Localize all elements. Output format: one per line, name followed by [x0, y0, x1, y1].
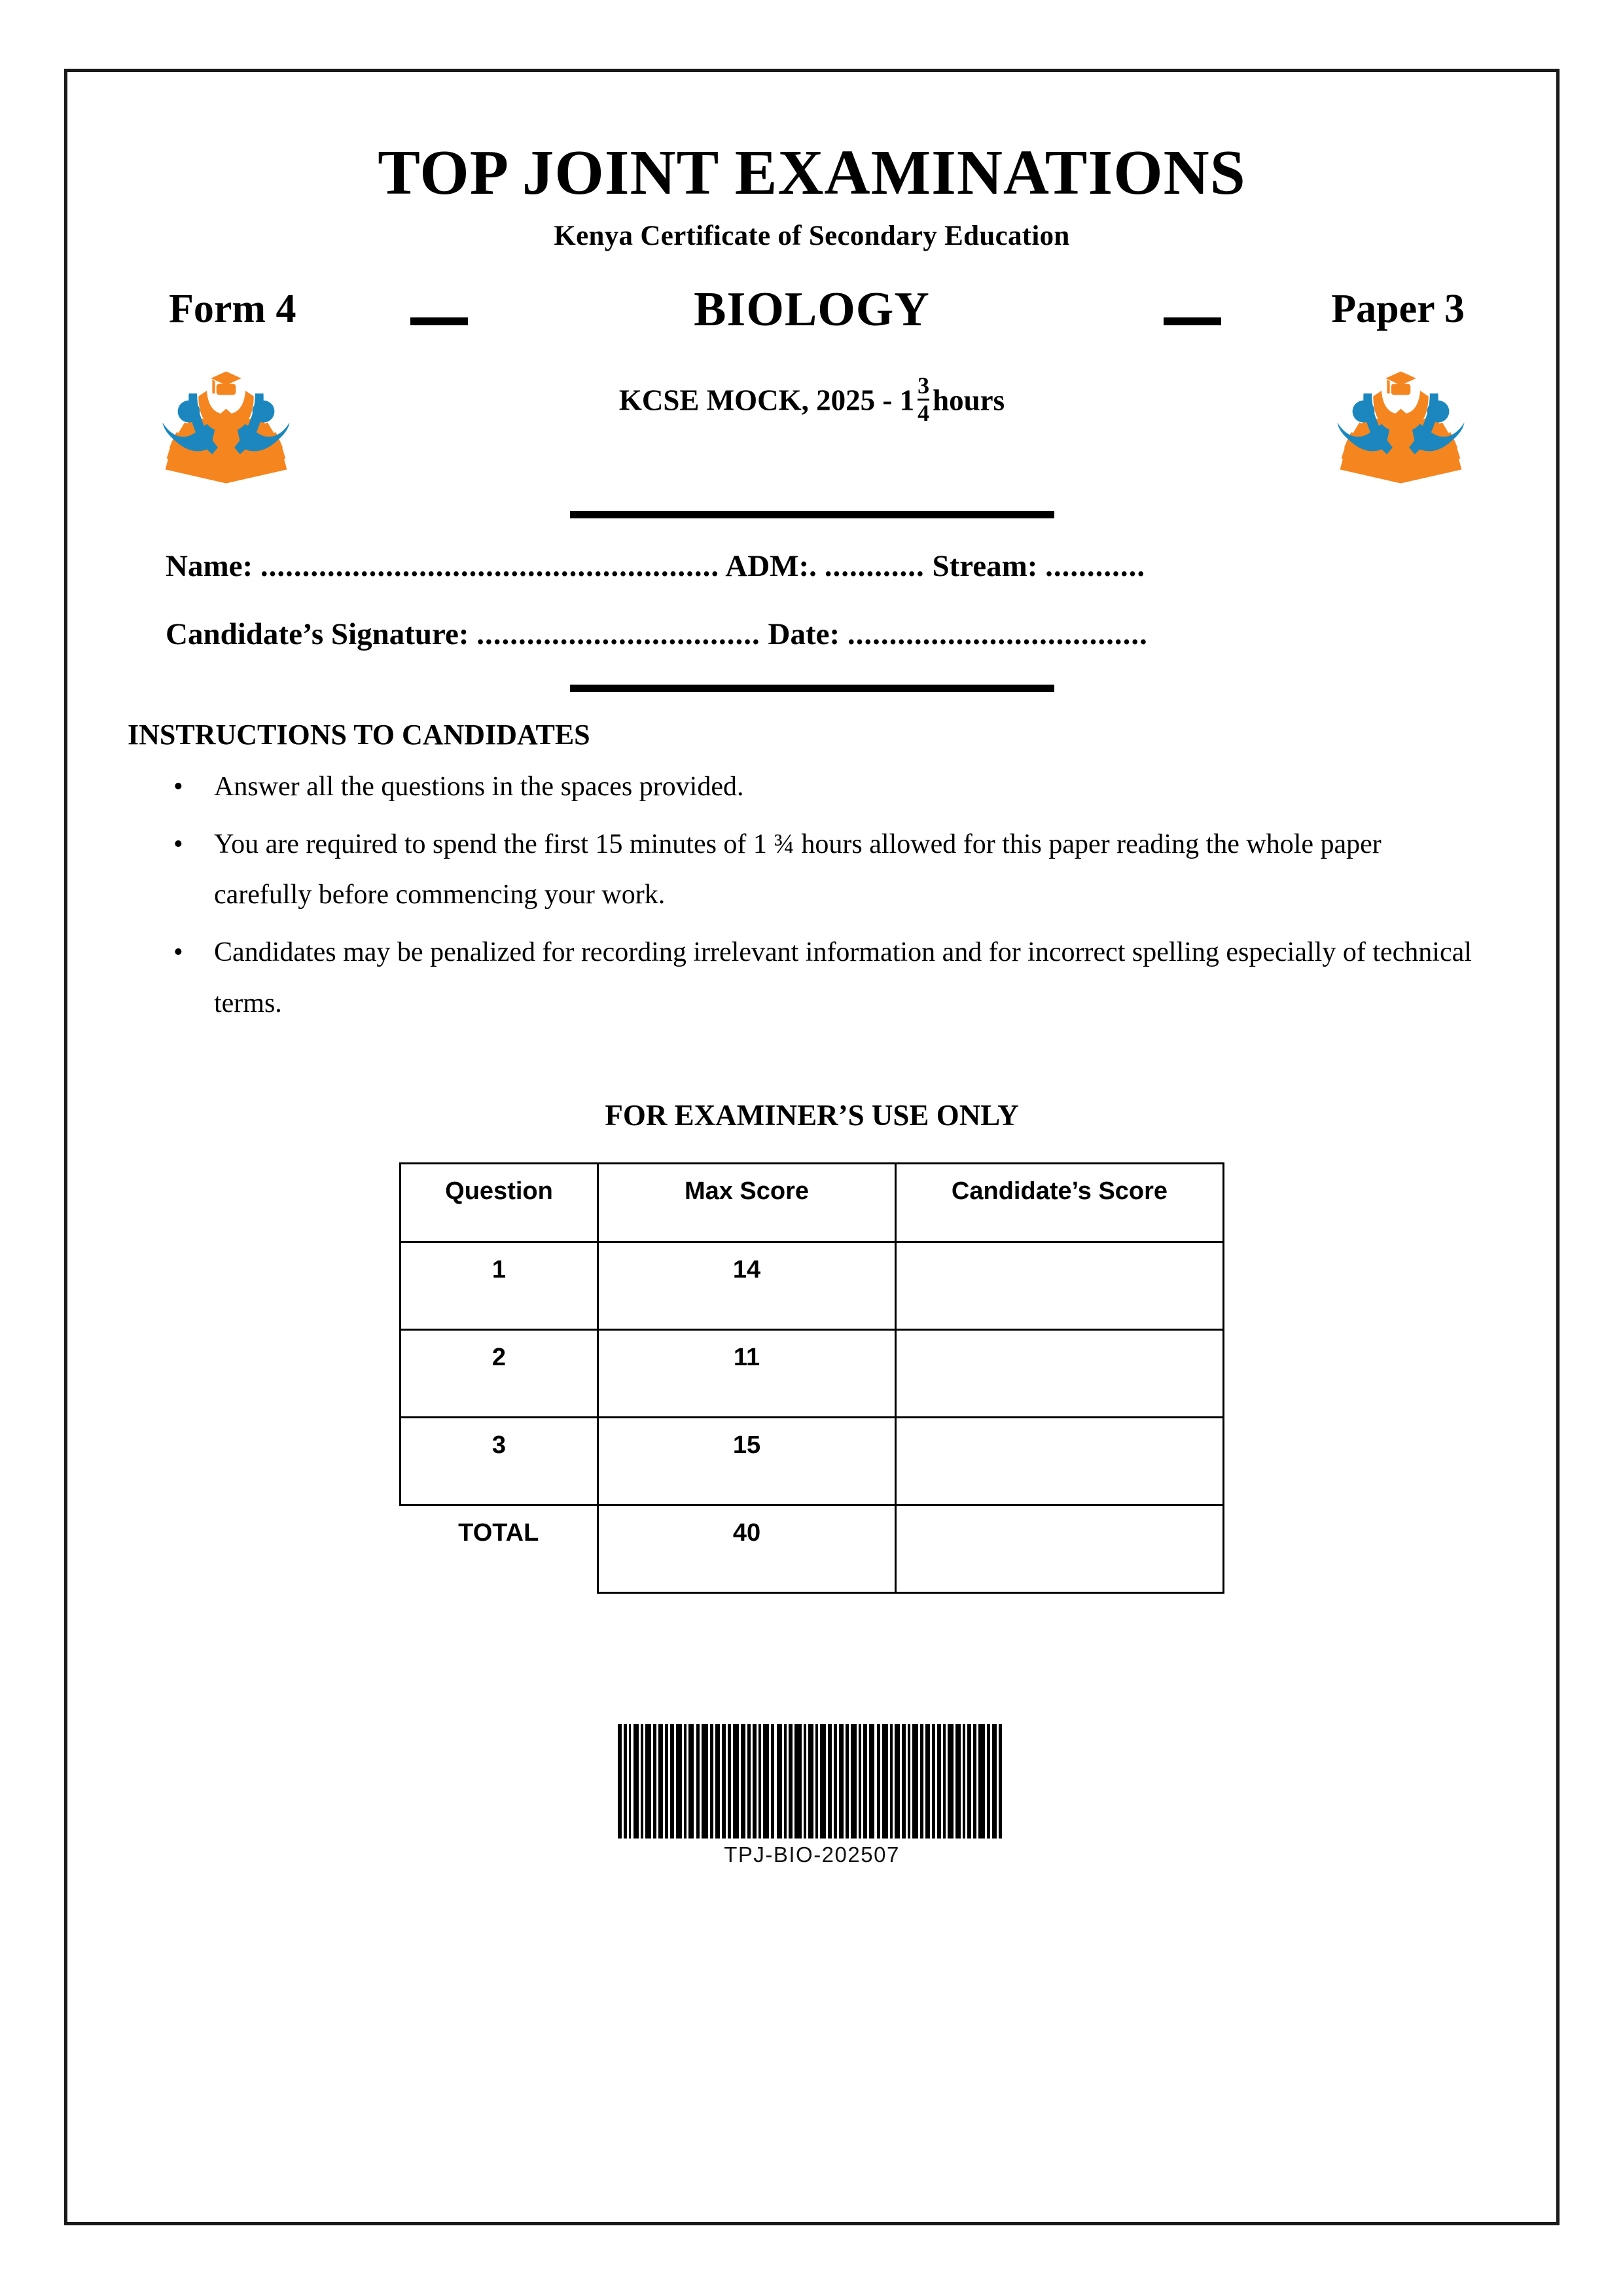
- column-header-max-score: Max Score: [598, 1164, 896, 1242]
- duration-suffix: hours: [933, 384, 1005, 417]
- instructions-heading: INSTRUCTIONS TO CANDIDATES: [128, 719, 590, 751]
- name-input-dots[interactable]: .......................................................: [260, 549, 720, 583]
- barcode-image: [618, 1724, 1006, 1839]
- fraction-numerator: 3: [918, 372, 930, 399]
- page-border: [64, 69, 1560, 2225]
- cell-question: 2: [401, 1330, 598, 1418]
- graduate-book-logo-right-icon: [1330, 366, 1471, 490]
- divider-bottom: [570, 685, 1054, 692]
- instruction-text: Answer all the questions in the spaces provided.: [214, 772, 744, 802]
- candidate-name-line: [166, 548, 1478, 584]
- dash-right-icon: [1164, 317, 1221, 325]
- cell-candidate-score[interactable]: [896, 1330, 1224, 1418]
- column-header-question: Question: [401, 1164, 598, 1242]
- subject-title: BIOLOGY: [694, 283, 930, 336]
- table-header-row: [401, 1164, 1224, 1242]
- cell-candidate-score[interactable]: [896, 1242, 1224, 1330]
- fraction-denominator: 4: [918, 399, 930, 426]
- duration-fraction: [918, 374, 929, 425]
- subject-row: [67, 277, 1556, 355]
- instruction-item: [173, 927, 1484, 1029]
- name-label: Name:: [166, 549, 253, 583]
- cell-candidate-score[interactable]: [896, 1418, 1224, 1505]
- stream-label: Stream:: [932, 549, 1038, 583]
- date-input-dots[interactable]: ....................................: [847, 617, 1148, 651]
- signature-label: Candidate’s Signature:: [166, 617, 469, 651]
- bullet-icon: •: [173, 829, 183, 859]
- cell-question: 3: [401, 1418, 598, 1505]
- certificate-subtitle: Kenya Certificate of Secondary Education: [554, 221, 1070, 251]
- cell-max-score: 14: [598, 1242, 896, 1330]
- instructions-section: [67, 718, 1556, 1029]
- cell-max-score: 15: [598, 1418, 896, 1505]
- date-label: Date:: [768, 617, 840, 651]
- candidate-signature-line: [166, 617, 1478, 652]
- instruction-text: Candidates may be penalized for recording irrelevant information and for incorrect spelling especially of technical terms.: [214, 937, 1472, 1018]
- instruction-item: [173, 819, 1484, 921]
- paper-label: Paper 3: [1331, 287, 1465, 331]
- barcode-area: [67, 1715, 1556, 1867]
- adm-input-dots[interactable]: ............: [824, 549, 925, 583]
- instruction-item: [173, 762, 1484, 813]
- cell-question: 1: [401, 1242, 598, 1330]
- bullet-icon: •: [173, 772, 183, 802]
- stream-input-dots[interactable]: ............: [1045, 549, 1146, 583]
- cell-total-max-score: 40: [598, 1505, 896, 1593]
- instructions-list: [128, 762, 1484, 1029]
- signature-input-dots[interactable]: ..................................: [476, 617, 760, 651]
- barcode-caption: TPJ-BIO-202507: [724, 1842, 900, 1867]
- cell-total-label: TOTAL: [401, 1505, 598, 1593]
- table-total-row: [401, 1505, 1224, 1593]
- duration-row: [67, 359, 1556, 497]
- examiner-table-wrapper: [67, 1162, 1556, 1594]
- bullet-icon: •: [173, 937, 183, 968]
- table-row: [401, 1242, 1224, 1330]
- exam-board-title: TOP JOINT EXAMINATIONS: [378, 137, 1246, 207]
- page-content: [67, 72, 1556, 2222]
- table-row: [401, 1330, 1224, 1418]
- column-header-candidate-score: Candidate’s Score: [896, 1164, 1224, 1242]
- adm-label: ADM:.: [725, 549, 817, 583]
- divider-top: [570, 511, 1054, 518]
- examiner-score-table: [399, 1162, 1224, 1594]
- duration-prefix: KCSE MOCK, 2025 - 1: [618, 384, 915, 417]
- instruction-text: You are required to spend the first 15 minutes of 1 ¾ hours allowed for this paper reading the whole paper carefully before commencing your work.: [214, 829, 1382, 910]
- examiner-use-heading: FOR EXAMINER’S USE ONLY: [605, 1099, 1019, 1132]
- table-row: [401, 1418, 1224, 1505]
- form-label: Form 4: [169, 287, 296, 331]
- candidate-details: [67, 548, 1556, 652]
- cell-max-score: 11: [598, 1330, 896, 1418]
- cell-total-candidate-score[interactable]: [896, 1505, 1224, 1593]
